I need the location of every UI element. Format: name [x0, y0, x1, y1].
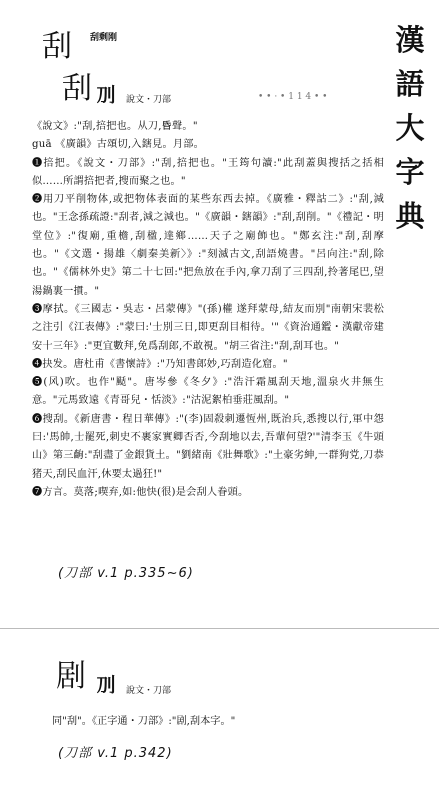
title-char: 漢 — [395, 23, 425, 57]
entry1-line: ❷用刀平削物体,或把物体表面的某些东西去掉。《廣雅・釋詁二》:"刮,減也。"王念孫疏證:"刮者,減之減也。"《廣韻・鎋韻》:"刮,刮削。"《禮記・明堂位》:"復廟,重檐,刮楹,達鄉……天子之廟飾也。"鄭玄注:"刮,刮摩也。"《文選・揚雄〈劇秦美新〉》:"刻滅古文,刮語燒書。"呂向注:"刮,除也。"《儒林外史》第二十七回:"把魚放在手內,拿刀刮了三四刮,拎著尾巴,望湯鍋裏一摜。" — [32, 194, 384, 297]
entry1-headword-repeat: 刮 — [62, 71, 92, 106]
entry1-line: ❺(风)吹。也作"颳"。唐岑參《冬夕》:"浩汗霜風刮天地,溫泉火井無生意。"元馬致遠《青哥兒・恬淡》:"沽泥絮柏垂莊風刮。" — [32, 377, 384, 407]
title-char: 大 — [395, 111, 425, 145]
title-char: 典 — [395, 199, 425, 233]
entry1-small-header: 刮剩刚 — [90, 33, 118, 43]
title-char: 字 — [395, 155, 425, 189]
entry1-line: guā 《廣韻》古頌切,入鎋見。月部。 — [32, 139, 205, 151]
entry1-line: ❹抉发。唐杜甫《書懷詩》:"乃知書郎妙,巧刮造化窟。" — [32, 358, 288, 370]
entry1-dots: • • · • 1 1 4 • • — [258, 92, 328, 102]
entry2-headword: 剧 — [56, 659, 86, 694]
entry1-line: ❸摩拭。《三國志・吳志・呂蒙傳》"(孫)權 遂拜蒙母,結友而別"南朝宋裴松之注引《江表傳》:"蒙曰:'士別三日,即更刮目相待。'"《資治通鑑・漢獻帝建安十三年》:"更宜數拜,免爲刮郎,不敢視。"胡三省注:"刮,刮耳也。" — [32, 303, 384, 352]
entry1-headword: 刮 — [42, 29, 72, 64]
section-divider — [0, 628, 439, 629]
entry2-handwritten-note: (刀部 v.1 p.342) — [58, 746, 173, 761]
title-char: 語 — [395, 67, 425, 101]
entry1-handwritten-note: (刀部 v.1 p.335~6) — [58, 566, 194, 581]
entry1-body — [32, 118, 384, 502]
seal-script-icon: 𠚥 — [96, 673, 116, 697]
entry1-line: ❻搜刮。《新唐書・程日華傳》:"(李)固殺刺遷恆州,既治兵,悉搜以行,軍中怨曰:'馬帥,士罷死,刺史不裹家實卿否否,今刮地以去,吾輩何望?'"清李玉《牛頭山》第三齣:"刮盡了金銀貨土。"劉緒南《壯舞歌》:"土豪劣紳,一群狗党,刀恭猪天,刮民血汗,休要太過狂!" — [32, 413, 384, 480]
entry2-text: 同"刮"。《正字通・刀部》:"剧,刮本字。" — [52, 716, 236, 727]
dictionary-title — [390, 18, 430, 238]
entry2-source: 說文・刀部 — [126, 686, 172, 696]
entry1-source: 說文・刀部 — [126, 95, 172, 105]
entry1-line: ❼方言。莫落;喫弃,如:他快(很)是会刮人眷頭。 — [32, 486, 249, 498]
entry1-line: 《說文》:"刮,掊把也。从刀,𠯑聲。" — [32, 121, 198, 132]
seal-script-icon: 𠚥 — [96, 83, 116, 107]
entry1-line: ❶掊把。《說文・刀部》:"刮,掊把也。"王筠句讀:"此刮蓋與搜括之括相似……所謂掊把者,搜而聚之也。" — [32, 157, 384, 187]
